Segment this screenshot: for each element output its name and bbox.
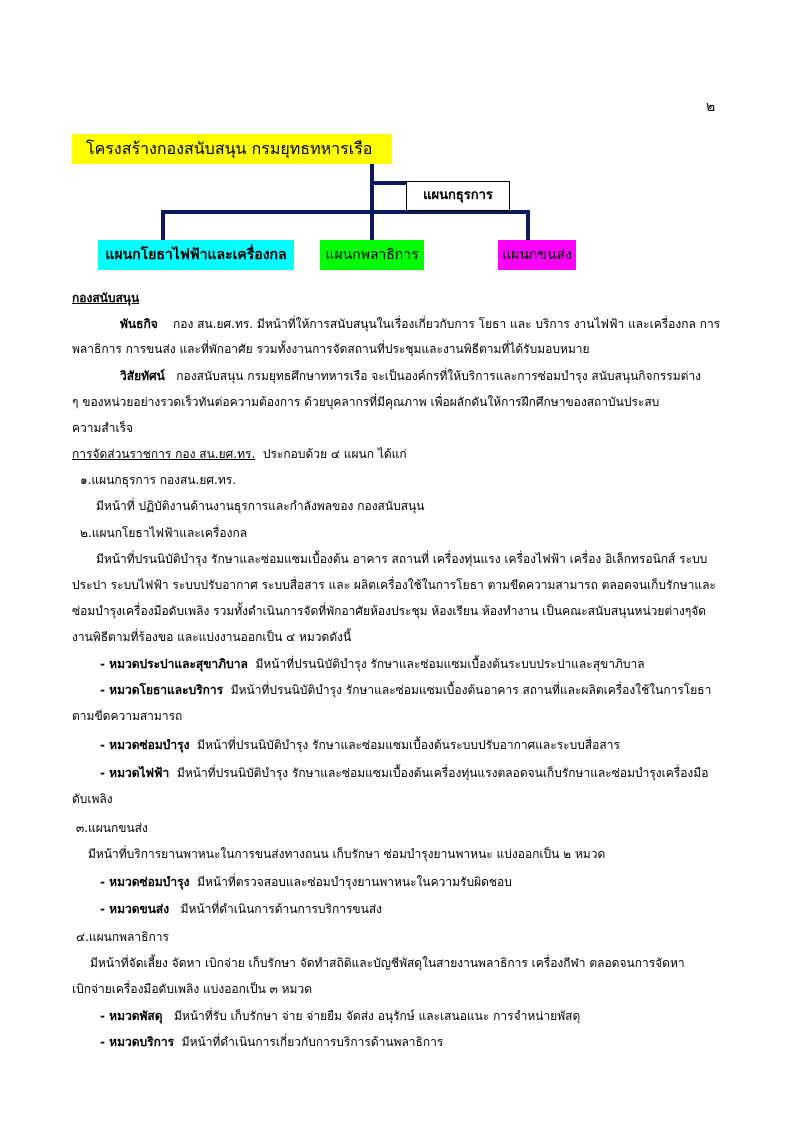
section-heading: กองสนับสนุน [72, 291, 140, 305]
section-2-text-3: ซ่อมบำรุงเครื่องมือดับเพลิง รวมทั้งดำเนินการจัดที่พักอาศัยห้องประชุม ห้องเรียน ห้องทำงาน เป็นคณะสนับสนุนหน่วยต่างๆจัด [72, 604, 707, 618]
section-2-text-2: ประปา ระบบไฟฟ้า ระบบปรับอากาศ ระบบสื่อสาร และ ผลิตเครื่องใช้ในการโยธา ตามขีดความสามารถ ตลอดจนเก็บรักษาและ [72, 578, 716, 592]
item-label: - หมวดพัสดุ [100, 1009, 163, 1023]
section-3-title: ๓.แผนกขนส่ง [76, 821, 148, 835]
item-text: มีหน้าที่ปรนนิบัติบำรุง รักษาและซ่อมแซมเบื้องต้นระบบประปาและสุขาภิบาล [255, 657, 645, 671]
mission-line-1 [120, 316, 720, 332]
vision-line-3: ความสำเร็จ [72, 421, 134, 435]
vision-label: วิสัยทัศน์ [120, 369, 165, 383]
item-label: - หมวดประปาและสุขาภิบาล [100, 657, 248, 671]
section-4-text-2: เบิกจ่ายเครื่องมือดับเพลิง แบ่งออกเป็น ๓ หมวด [72, 982, 312, 996]
section-2-item-d-cont: ดับเพลิง [72, 792, 113, 806]
section-2-item-b [100, 682, 711, 698]
chart-line-trunk [370, 164, 374, 240]
chart-line-admin-branch [372, 181, 406, 185]
chart-line-drop-transport [526, 210, 530, 240]
org-box-admin: แผนกธุรการ [406, 181, 510, 211]
item-text: มีหน้าที่ปรนนิบัติบำรุง รักษาและซ่อมแซมเบื้องต้นอาคาร สถานที่และผลิตเครื่องใช้ในการโยธา [230, 683, 712, 697]
item-label: - หมวดขนส่ง [100, 902, 170, 916]
section-2-item-c [100, 737, 620, 753]
item-label: - หมวดโยธาและบริการ [100, 683, 224, 697]
org-chart-title: โครงสร้างกองสนับสนุน กรมยุทธทหารเรือ [72, 134, 392, 164]
vision-line-2: ๆ ของหน่วยอย่างรวดเร็วทันต่อความต้องการ ด้วยบุคลากรที่มีคุณภาพ เพื่อผลักดันให้การฝึกศึกษาของสถาบันประสบ [72, 395, 660, 409]
section-2-text-4: งานพิธีตามที่ร้องขอ และแบ่งงานออกเป็น ๔ หมวดดังนี้ [72, 630, 352, 644]
mission-label: พันธกิจ [120, 317, 158, 331]
item-text: มีหน้าที่ปรนนิบัติบำรุง รักษาและซ่อมแซมเบื้องต้นระบบปรับอากาศและระบบสื่อสาร [197, 738, 620, 752]
mission-text: กอง สน.ยศ.ทร. มีหน้าที่ให้การสนับสนุนในเรื่องเกี่ยวกับการ โยธา และ บริการ งานไฟฟ้า และเครื่องกล การ [173, 317, 721, 331]
vision-text: กองสนับสนุน กรมยุทธศึกษาทหารเรือ จะเป็นองค์กรที่ให้บริการและการซ่อมบำรุง สนับสนุนกิจกรรมต่าง [176, 369, 702, 383]
item-text: มีหน้าที่ดำเนินการด้านการบริการขนส่ง [180, 902, 383, 916]
org-structure-text: ประกอบด้วย ๔ แผนก ได้แก่ [262, 447, 407, 461]
section-2-text-1: มีหน้าที่ปรนนิบัติบำรุง รักษาและซ่อมแซมเบื้องต้น อาคาร สถานที่ เครื่องทุ่นแรง เครื่องไฟฟ้า เครื่อง อิเล็กทรอนิกส์ ระบบ [96, 552, 708, 566]
mission-line-2: พลาธิการ การขนส่ง และที่พักอาศัย รวมทั้งงานการจัดสถานที่ประชุมและงานพิธีตามที่ได้รับมอบหมาย [72, 342, 590, 356]
section-3-item-b [100, 901, 382, 917]
page-number: ๒ [706, 99, 716, 115]
item-label: - หมวดไฟฟ้า [100, 766, 170, 780]
section-4-item-a [100, 1008, 580, 1024]
chart-line-drop-electrical [161, 210, 165, 240]
item-text: มีหน้าที่ตรวจสอบและซ่อมบำรุงยานพาหนะในความรับผิดชอบ [197, 875, 512, 889]
section-4-text-1: มีหน้าที่จัดเลี้ยง จัดหา เบิกจ่าย เก็บรักษา จัดทำสถิติและบัญชีพัสดุในสายงานพลาธิการ เครื่องกีฬา ตลอดจนการจัดหา [90, 956, 685, 970]
section-1-title: ๑.แผนกธุรการ กองสน.ยศ.ทร. [80, 473, 237, 487]
org-structure-label: การจัดส่วนราชการ กอง สน.ยศ.ทร. [72, 447, 256, 461]
item-text: มีหน้าที่ปรนนิบัติบำรุง รักษาและซ่อมแซมเบื้องต้นเครื่องทุ่นแรงตลอดจนเก็บรักษาและซ่อมบำรุงเครื่องมือ [176, 766, 709, 780]
vision-line-1 [120, 368, 701, 384]
org-box-supply: แผนกพลาธิการ [320, 240, 424, 270]
section-3-item-a [100, 874, 512, 890]
section-2-item-d [100, 765, 708, 781]
item-text: มีหน้าที่ดำเนินการเกี่ยวกับการบริการด้านพลาธิการ [181, 1035, 444, 1049]
item-label: - หมวดบริการ [100, 1035, 175, 1049]
org-box-transport: แผนกขนส่ง [498, 240, 576, 270]
item-text: มีหน้าที่รับ เก็บรักษา จ่าย จ่ายยืม จัดส่ง อนุรักษ์ และเสนอแนะ การจำหน่ายพัสดุ [174, 1009, 581, 1023]
section-4-title: ๔.แผนกพลาธิการ [76, 930, 169, 944]
item-label: - หมวดซ่อมบำรุง [100, 875, 190, 889]
section-1-text: มีหน้าที่ ปฏิบัติงานด้านงานธุรการและกำลังพลของ กองสนับสนุน [96, 499, 425, 513]
org-box-electrical: แผนกโยธาไฟฟ้าและเครื่องกล [98, 240, 294, 270]
item-label: - หมวดซ่อมบำรุง [100, 738, 190, 752]
section-4-item-b [100, 1034, 443, 1050]
section-2-item-a [100, 656, 645, 672]
section-2-title: ๒.แผนกโยธาไฟฟ้าและเครื่องกล [80, 526, 248, 540]
section-2-item-b-cont: ตามขีดความสามารถ [72, 709, 183, 723]
section-3-text: มีหน้าที่บริการยานพาหนะในการขนส่งทางถนน เก็บรักษา ซ่อมบำรุงยานพาหนะ แบ่งออกเป็น ๒ หมวด [88, 847, 606, 861]
org-structure-line [72, 446, 407, 462]
